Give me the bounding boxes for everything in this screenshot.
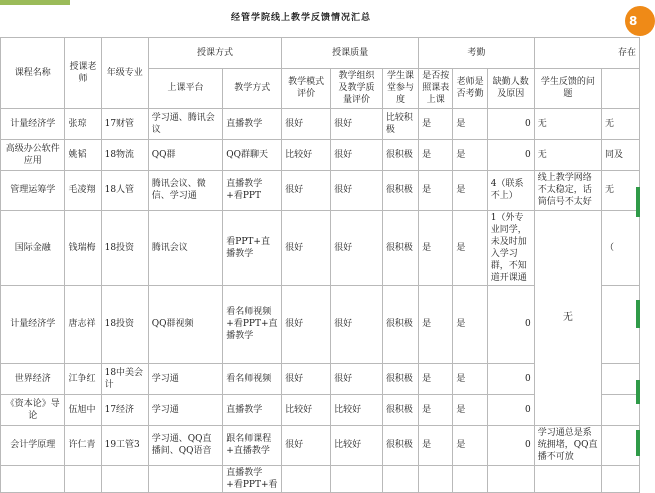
cell-mode-eval	[282, 465, 331, 492]
table-row	[1, 210, 640, 285]
cell-extra	[601, 363, 639, 394]
cell-platform	[148, 465, 223, 492]
cell-participation: 很积极	[382, 285, 418, 363]
header-feedback: 学生反馈的问题	[534, 68, 601, 108]
cell-mode-eval: 很好	[282, 108, 331, 139]
cell-teacher-attendance	[453, 465, 487, 492]
cell-participation: 很积极	[382, 425, 418, 465]
header-issues-group: 存在	[534, 37, 639, 68]
cell-teacher-attendance: 是	[453, 170, 487, 210]
cell-on-time: 是	[419, 139, 453, 170]
cell-participation	[382, 465, 418, 492]
table-row	[1, 425, 640, 465]
cell-grade: 18物流	[101, 139, 148, 170]
cell-course: 《资本论》导论	[1, 394, 65, 425]
cell-mode-eval: 很好	[282, 210, 331, 285]
cell-org-eval: 比较好	[331, 394, 383, 425]
header-mode-eval: 教学模式评价	[282, 68, 331, 108]
cell-course: 国际金融	[1, 210, 65, 285]
cell-org-eval	[331, 465, 383, 492]
cell-org-eval: 很好	[331, 139, 383, 170]
header-teacher-attendance: 老师是否考勤	[453, 68, 487, 108]
table-row	[1, 465, 640, 492]
cell-absence: 0	[487, 425, 534, 465]
cell-teacher: 江争红	[65, 363, 101, 394]
cell-mode: 直播教学+看PPT+看	[223, 465, 282, 492]
cell-participation: 很积极	[382, 363, 418, 394]
cell-platform: QQ群	[148, 139, 223, 170]
edge-marker	[636, 430, 640, 456]
cell-mode-eval: 很好	[282, 363, 331, 394]
cell-teacher-attendance: 是	[453, 210, 487, 285]
cell-org-eval: 比较好	[331, 425, 383, 465]
cell-feedback: 线上教学网络不太稳定，话筒信号不太好	[534, 170, 601, 210]
header-method-group: 授课方式	[148, 37, 281, 68]
cell-on-time: 是	[419, 363, 453, 394]
cell-grade: 18投资	[101, 285, 148, 363]
cell-teacher: 毛凌翔	[65, 170, 101, 210]
edge-marker	[636, 300, 640, 328]
cell-grade: 18中美会计	[101, 363, 148, 394]
cell-org-eval: 很好	[331, 285, 383, 363]
cell-grade: 17经济	[101, 394, 148, 425]
cell-participation: 很积极	[382, 210, 418, 285]
header-quality-group: 授课质量	[282, 37, 419, 68]
cell-mode-eval: 很好	[282, 170, 331, 210]
cell-on-time: 是	[419, 425, 453, 465]
cell-teacher: 许仁青	[65, 425, 101, 465]
cell-extra	[601, 285, 639, 363]
cell-absence: 0	[487, 394, 534, 425]
cell-teacher: 姚韬	[65, 139, 101, 170]
cell-teacher: 钱瑞梅	[65, 210, 101, 285]
cell-absence: 0	[487, 108, 534, 139]
cell-org-eval: 很好	[331, 210, 383, 285]
cell-course: 世界经济	[1, 363, 65, 394]
table-row	[1, 108, 640, 139]
cell-platform: QQ群视频	[148, 285, 223, 363]
cell-grade: 17财管	[101, 108, 148, 139]
cell-platform: 学习通、腾讯会议	[148, 108, 223, 139]
cell-org-eval: 很好	[331, 170, 383, 210]
cell-teacher: 唐志祥	[65, 285, 101, 363]
edge-marker	[636, 187, 640, 217]
cell-course: 会计学原理	[1, 425, 65, 465]
table-row	[1, 139, 640, 170]
cell-teacher	[65, 465, 101, 492]
cell-course	[1, 465, 65, 492]
cell-mode-eval: 比较好	[282, 139, 331, 170]
cell-on-time	[419, 465, 453, 492]
cell-platform: 学习通、QQ直播间、QQ语音	[148, 425, 223, 465]
cell-teacher: 张琼	[65, 108, 101, 139]
cell-extra: 无	[601, 108, 639, 139]
cell-grade	[101, 465, 148, 492]
cell-absence: 4（联系不上）	[487, 170, 534, 210]
cell-teacher-attendance: 是	[453, 394, 487, 425]
cell-grade: 18人管	[101, 170, 148, 210]
cell-absence: 0	[487, 363, 534, 394]
page-title: 经管学院线上教学反馈情况汇总	[230, 13, 371, 24]
cell-teacher-attendance: 是	[453, 363, 487, 394]
cell-extra	[601, 425, 639, 465]
cell-mode-eval: 比较好	[282, 394, 331, 425]
cell-absence: 1（外专业同学，未及时加入学习群，不知道开课通	[487, 210, 534, 285]
header-org-eval: 教学组织及教学质量评价	[331, 68, 383, 108]
cell-mode: 看PPT+直播教学	[223, 210, 282, 285]
cell-absence: 0	[487, 285, 534, 363]
cell-on-time: 是	[419, 108, 453, 139]
cell-teacher-attendance: 是	[453, 285, 487, 363]
cell-mode-eval: 很好	[282, 285, 331, 363]
cell-grade: 19工管3	[101, 425, 148, 465]
cell-mode: 看名师视频	[223, 363, 282, 394]
cell-platform: 学习通	[148, 363, 223, 394]
cell-feedback: 无	[534, 139, 601, 170]
cell-mode: 看名师视频+看PPT+直播教学	[223, 285, 282, 363]
cell-absence	[487, 465, 534, 492]
cell-absence: 0	[487, 139, 534, 170]
header-platform: 上课平台	[148, 68, 223, 108]
cell-mode: 直播教学	[223, 394, 282, 425]
table-row	[1, 170, 640, 210]
cell-extra: 同及	[601, 139, 639, 170]
cell-platform: 学习通	[148, 394, 223, 425]
header-participation: 学生课堂参与度	[382, 68, 418, 108]
cell-feedback-merged: 无	[534, 210, 601, 425]
cell-mode: QQ群聊天	[223, 139, 282, 170]
cell-feedback	[534, 465, 601, 492]
cell-course: 管理运筹学	[1, 170, 65, 210]
cell-org-eval: 很好	[331, 108, 383, 139]
cell-teacher-attendance: 是	[453, 108, 487, 139]
cell-mode-eval: 很好	[282, 425, 331, 465]
cell-teacher-attendance: 是	[453, 425, 487, 465]
cell-participation: 很积极	[382, 394, 418, 425]
header-course: 课程名称	[1, 37, 65, 108]
header-on-time: 是否按照课表上课	[419, 68, 453, 108]
cell-participation: 很积极	[382, 139, 418, 170]
cell-teacher-attendance: 是	[453, 139, 487, 170]
cell-mode: 跟名师课程+直播教学	[223, 425, 282, 465]
cell-on-time: 是	[419, 285, 453, 363]
floating-badge[interactable]: 8	[625, 6, 655, 36]
header-absence: 缺勤人数及原因	[487, 68, 534, 108]
cell-platform: 腾讯会议、微信、学习通	[148, 170, 223, 210]
header-teaching-mode: 教学方式	[223, 68, 282, 108]
cell-org-eval: 很好	[331, 363, 383, 394]
cell-on-time: 是	[419, 170, 453, 210]
cell-extra: （	[601, 210, 639, 285]
cell-mode: 直播教学+看PPT	[223, 170, 282, 210]
cell-grade: 18投资	[101, 210, 148, 285]
cell-extra	[601, 394, 639, 425]
header-grade: 年级专业	[101, 37, 148, 108]
cell-course: 计量经济学	[1, 108, 65, 139]
cell-participation: 很积极	[382, 170, 418, 210]
cell-teacher: 伍旭中	[65, 394, 101, 425]
cell-on-time: 是	[419, 210, 453, 285]
cell-course: 计量经济学	[1, 285, 65, 363]
cell-on-time: 是	[419, 394, 453, 425]
cell-platform: 腾讯会议	[148, 210, 223, 285]
header-attendance-group: 考勤	[419, 37, 535, 68]
header-teacher: 授课老师	[65, 37, 101, 108]
cell-extra: 无	[601, 170, 639, 210]
cell-feedback: 学习通总是系统拥堵，QQ直播不可放	[534, 425, 601, 465]
cell-participation: 比较积极	[382, 108, 418, 139]
edge-marker	[636, 380, 640, 404]
cell-course: 高级办公软件应用	[1, 139, 65, 170]
cell-mode: 直播教学	[223, 108, 282, 139]
cell-feedback: 无	[534, 108, 601, 139]
cell-extra	[601, 465, 639, 492]
